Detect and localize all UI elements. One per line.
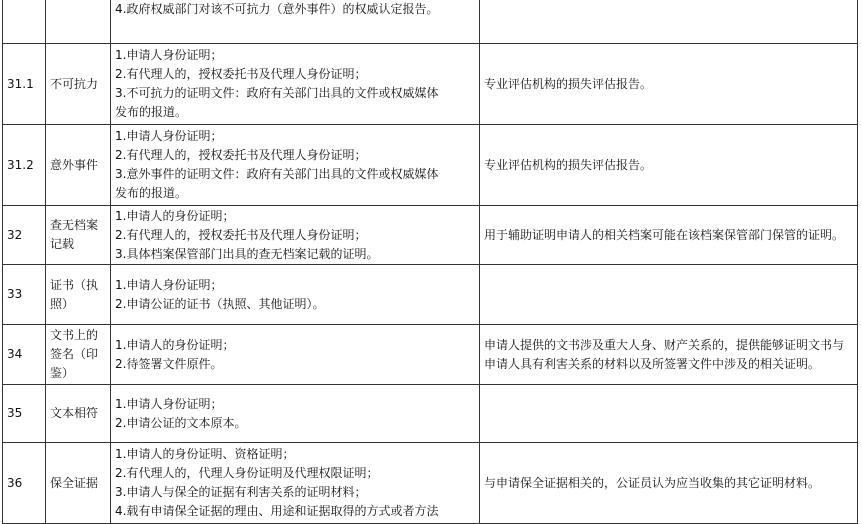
material-line: 2.待签署文件原件。 (115, 356, 223, 371)
notes-cell: 专业评估机构的损失评估报告。 (480, 44, 858, 125)
item-number: 31.1 (3, 44, 46, 125)
material-line: 2.有代理人的，代理人身份证明及代理权限证明； (115, 466, 379, 480)
material-line: 2.申请公证的证书（执照、其他证明）。 (115, 296, 325, 311)
required-materials (111, 44, 480, 125)
notes-cell (480, 265, 858, 325)
item-number: 32 (3, 206, 46, 265)
material-line: 3.具体档案保管部门出具的查无档案记载的证明。 (115, 246, 379, 261)
table-row (3, 265, 858, 325)
notes-cell: 专业评估机构的损失评估报告。 (480, 125, 858, 206)
item-number: 31.2 (3, 125, 46, 206)
item-number: 35 (3, 385, 46, 443)
material-line: 1.申请人的身份证明； (115, 337, 235, 352)
material-line: 1.申请人身份证明； (115, 396, 223, 411)
material-line: 发布的报道。 (115, 105, 188, 119)
notary-materials-table (2, 0, 858, 524)
item-name: 查无档案记载 (46, 206, 111, 265)
item-name: 保全证据 (46, 443, 111, 524)
notes-cell: 用于辅助证明申请人的相关档案可能在该档案保管部门保管的证明。 (480, 206, 858, 265)
material-line: 4.载有申请保全证据的理由、用途和证据取得的方式或者方法 (115, 504, 439, 518)
item-name: 文本相符 (46, 385, 111, 443)
material-line: 2.有代理人的，授权委托书及代理人身份证明； (115, 148, 367, 162)
required-materials (111, 443, 480, 524)
material-line: 1.申请人身份证明； (115, 129, 223, 143)
item-number: 34 (3, 325, 46, 385)
material-line: 3.不可抗力的证明文件：政府有关部门出具的文件或权威媒体 (115, 86, 439, 100)
material-line: 2.有代理人的，授权委托书及代理人身份证明； (115, 67, 367, 81)
table-row (3, 385, 858, 443)
item-number (3, 0, 46, 44)
material-line: 1.申请人的身份证明； (115, 208, 235, 223)
material-line: 3.意外事件的证明文件：政府有关部门出具的文件或权威媒体 (115, 167, 439, 181)
required-materials (111, 0, 480, 44)
notes-cell (480, 0, 858, 44)
notes-cell: 与申请保全证据相关的，公证员认为应当收集的其它证明材料。 (480, 443, 858, 524)
table-row (3, 206, 858, 265)
material-line: 2.有代理人的，授权委托书及代理人身份证明； (115, 227, 367, 242)
notes-cell: 申请人提供的文书涉及重大人身、财产关系的，提供能够证明文书与申请人具有利害关系的材料以及所签署文件中涉及的相关证明。 (480, 325, 858, 385)
required-materials (111, 325, 480, 385)
table-row (3, 325, 858, 385)
table-row (3, 443, 858, 524)
material-line: 3.申请人与保全的证据有利害关系的证明材料； (115, 485, 367, 499)
material-line: 2.申请公证的文本原本。 (115, 415, 247, 430)
table-row (3, 125, 858, 206)
table-row (3, 0, 858, 44)
material-line: 1.申请人身份证明； (115, 277, 223, 292)
item-name (46, 0, 111, 44)
required-materials (111, 385, 480, 443)
required-materials (111, 265, 480, 325)
notes-cell (480, 385, 858, 443)
item-name: 不可抗力 (46, 44, 111, 125)
item-name: 证书（执照） (46, 265, 111, 325)
required-materials (111, 125, 480, 206)
required-materials (111, 206, 480, 265)
material-line: 4.政府权威部门对该不可抗力（意外事件）的权威认定报告。 (115, 2, 439, 16)
table-row (3, 44, 858, 125)
material-line: 发布的报道。 (115, 186, 188, 200)
item-number: 33 (3, 265, 46, 325)
item-number: 36 (3, 443, 46, 524)
material-line: 1.申请人身份证明； (115, 48, 223, 62)
item-name: 文书上的签名（印鉴） (46, 325, 111, 385)
material-line: 1.申请人的身份证明、资格证明； (115, 447, 295, 461)
item-name: 意外事件 (46, 125, 111, 206)
